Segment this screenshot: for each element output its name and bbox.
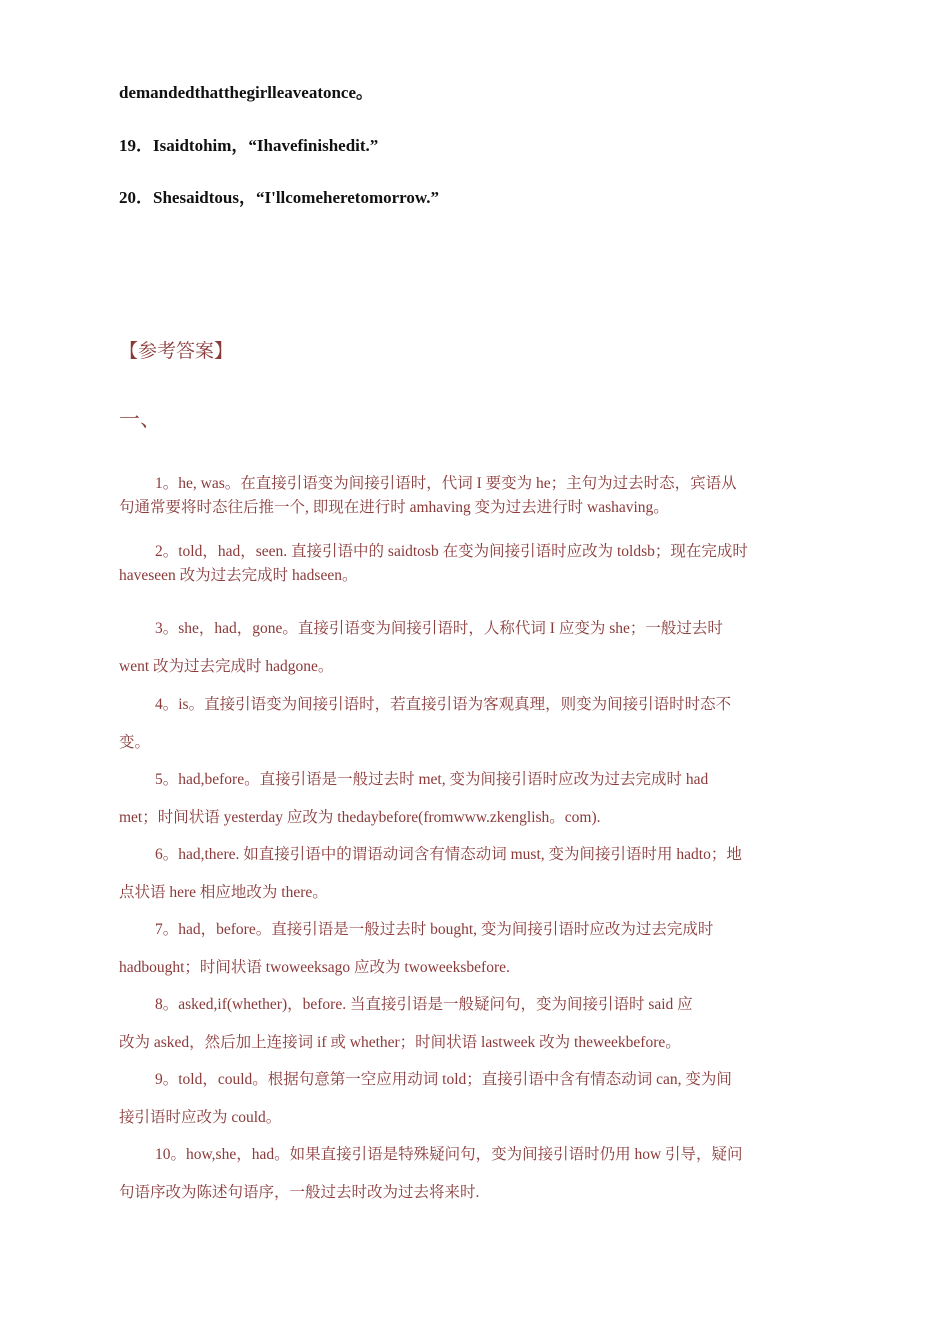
answer-line: 改为 asked，然后加上连接词 if 或 whether；时间状语 lastweek 改为 theweekbefore。 — [119, 1034, 681, 1051]
answer-item-5 — [119, 770, 831, 828]
answer-item-2 — [119, 540, 831, 588]
question-18-tail: demandedthatthegirlleaveatonce。 — [119, 83, 374, 102]
answer-line: 5。had,before。直接引语是一般过去时 met, 变为间接引语时应改为过去完成时 had — [155, 771, 709, 788]
answer-line: 4。is。直接引语变为间接引语时，若直接引语为客观真理，则变为间接引语时时态不 — [155, 696, 732, 713]
answer-line: 9。told，could。根据句意第一空应用动词 told；直接引语中含有情态动词 can, 变为间 — [155, 1071, 732, 1088]
answer-item-9 — [119, 1070, 831, 1128]
answer-line: 句语序改为陈述句语序，一般过去时改为过去将来时. — [119, 1184, 480, 1201]
answer-line: haveseen 改为过去完成时 hadseen。 — [119, 567, 358, 584]
answer-line: 10。how,she，had。如果直接引语是特殊疑问句，变为间接引语时仍用 how 引导，疑问 — [155, 1146, 743, 1163]
answer-item-3 — [119, 619, 831, 677]
answer-key-heading: 【参考答案】 — [119, 341, 234, 362]
answer-item-7 — [119, 920, 831, 978]
answer-line: 接引语时应改为 could。 — [119, 1109, 282, 1126]
answer-line: went 改为过去完成时 hadgone。 — [119, 658, 334, 675]
answer-item-6 — [119, 845, 831, 903]
answer-line: 点状语 here 相应地改为 there。 — [119, 884, 328, 901]
answer-item-10 — [119, 1145, 831, 1203]
question-20: 20．Shesaidtous，“I'llcomeheretomorrow.” — [119, 188, 439, 207]
answer-item-1 — [119, 472, 831, 520]
answer-item-8 — [119, 995, 831, 1053]
answer-line: 句通常要将时态往后推一个, 即现在进行时 amhaving 变为过去进行时 washaving。 — [119, 499, 669, 516]
answer-line: met；时间状语 yesterday 应改为 thedaybefore(fromwww.zkenglish。com). — [119, 809, 601, 826]
answer-line: 3。she，had，gone。直接引语变为间接引语时，人称代词 I 应变为 she；一般过去时 — [155, 620, 723, 637]
answer-line: 7。had，before。直接引语是一般过去时 bought, 变为间接引语时应改为过去完成时 — [155, 921, 714, 938]
answer-line: 8。asked,if(whether)，before. 当直接引语是一般疑问句，变为间接引语时 said 应 — [155, 996, 693, 1013]
answer-item-4 — [119, 695, 831, 753]
answer-line: 1。he, was。在直接引语变为间接引语时，代词 I 要变为 he；主句为过去时态，宾语从 — [155, 475, 737, 492]
section-one-label: 一、 — [119, 407, 161, 431]
answer-line: 2。told，had，seen. 直接引语中的 saidtosb 在变为间接引语时应改为 toldsb；现在完成时 — [155, 543, 748, 560]
answer-line: 变。 — [119, 734, 151, 751]
answer-line: 6。had,there. 如直接引语中的谓语动词含有情态动词 must, 变为间接引语时用 hadto；地 — [155, 846, 742, 863]
question-19: 19．Isaidtohim，“Ihavefinishedit.” — [119, 136, 379, 155]
answer-line: hadbought；时间状语 twoweeksago 应改为 twoweeksbefore. — [119, 959, 510, 976]
